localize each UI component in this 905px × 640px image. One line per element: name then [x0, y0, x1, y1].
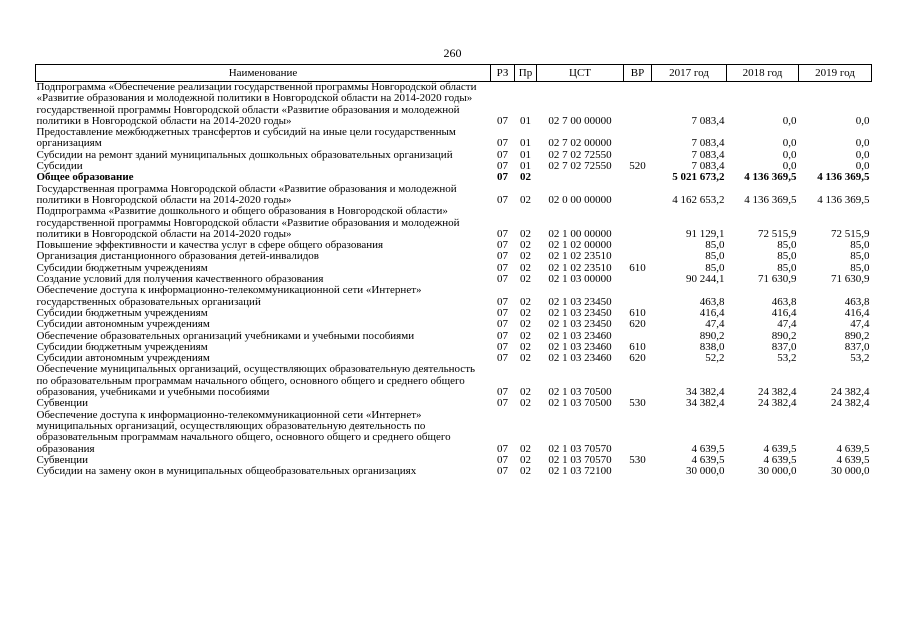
cell-2018: 24 382,4	[758, 386, 797, 399]
cell-rz: 07	[497, 352, 508, 365]
cell-cst: 02 1 03 72100	[548, 465, 612, 478]
cell-rz: 07	[497, 239, 508, 252]
cell-2017: 7 083,4	[691, 137, 725, 150]
cell-2017: 416,4	[699, 306, 725, 319]
cell-pr: 02	[520, 193, 531, 206]
cell-cst: 02 0 00 00000	[548, 193, 612, 206]
cell-name: Подпрограмма «Развитие дошкольного и общего образования в Новгородской области» государственной программы Новгородской области «Развитие образования и молодежной политики в Новгородской области на 2014-2020 годы»	[36, 205, 460, 240]
cell-vr	[624, 127, 652, 150]
cell-vr: 620	[629, 352, 646, 365]
cell-2017: 7 083,4	[691, 160, 725, 173]
table-row	[36, 127, 872, 150]
cell-vr: 620	[629, 318, 646, 331]
cell-cst: 02 7 00 00000	[548, 114, 612, 127]
cell-rz: 07	[497, 442, 508, 455]
cell-2019: 24 382,4	[831, 397, 870, 410]
table-row	[36, 364, 872, 398]
cell-cst: 02 1 02 00000	[548, 239, 612, 252]
cell-2019: 4 639,5	[836, 442, 870, 455]
cell-name: Субсидии бюджетным учреждениям	[36, 340, 208, 353]
cell-2019: 4 136 369,5	[817, 171, 870, 184]
header-2019: 2019 год	[799, 65, 872, 82]
cell-2017: 47,4	[705, 318, 725, 331]
cell-rz: 07	[497, 397, 508, 410]
cell-2017: 52,2	[705, 352, 725, 365]
cell-cst: 02 1 03 70500	[548, 397, 612, 410]
cell-cst: 02 1 03 23460	[548, 340, 612, 353]
cell-2018: 47,4	[777, 318, 797, 331]
table-row	[36, 206, 872, 240]
cell-name: Государственная программа Новгородской области «Развитие образования и молодежной политики в Новгородской области на 2014-2020 годы»	[36, 182, 457, 206]
cell-2017: 7 083,4	[691, 114, 725, 127]
cell-cst: 02 1 00 00000	[548, 227, 612, 240]
cell-pr: 02	[520, 352, 531, 365]
cell-pr: 02	[520, 340, 531, 353]
cell-name: Субсидии	[36, 160, 83, 173]
cell-rz: 07	[497, 273, 508, 286]
cell-cst: 02 1 03 00000	[548, 273, 612, 286]
cell-pr: 02	[520, 239, 531, 252]
cell-cst: 02 1 03 23450	[548, 295, 612, 308]
cell-2017: 85,0	[705, 261, 725, 274]
cell-name: Организация дистанционного образования детей-инвалидов	[36, 250, 319, 263]
cell-pr: 02	[520, 273, 531, 286]
cell-name: Субвенции	[36, 453, 89, 466]
cell-rz: 07	[497, 193, 508, 206]
cell-name: Субвенции	[36, 397, 89, 410]
cell-2017: 85,0	[705, 250, 725, 263]
header-cst: ЦСТ	[537, 65, 624, 82]
cell-name: Общее образование	[36, 171, 134, 184]
cell-2017: 4 639,5	[691, 453, 725, 466]
cell-2019: 837,0	[844, 340, 870, 353]
cell-2018: 85,0	[777, 239, 797, 252]
header-name: Наименование	[36, 65, 491, 82]
cell-2019: 0,0	[855, 148, 870, 161]
cell-2018: 4 136 369,5	[744, 171, 797, 184]
table-row	[36, 82, 872, 128]
cell-pr: 02	[520, 318, 531, 331]
cell-name: Субсидии на ремонт зданий муниципальных дошкольных образовательных организаций	[36, 148, 453, 161]
cell-2019: 47,4	[850, 318, 870, 331]
cell-cst: 02 1 02 23510	[548, 261, 612, 274]
cell-2018: 53,2	[777, 352, 797, 365]
cell-2018: 0,0	[782, 160, 797, 173]
cell-2019: 72 515,9	[831, 227, 870, 240]
cell-cst: 02 1 03 70500	[548, 386, 612, 399]
cell-pr: 02	[520, 261, 531, 274]
cell-cst: 02 1 02 23510	[548, 250, 612, 263]
cell-pr: 01	[520, 148, 531, 161]
cell-vr: 610	[629, 306, 646, 319]
cell-rz: 07	[497, 306, 508, 319]
cell-2017: 5 021 673,2	[672, 171, 725, 184]
cell-name: Создание условий для получения качественного образования	[36, 273, 324, 286]
cell-2019: 0,0	[855, 137, 870, 150]
table-row	[36, 150, 872, 161]
cell-vr	[624, 364, 652, 398]
cell-name: Субсидии автономным учреждениям	[36, 352, 210, 365]
cell-pr: 02	[520, 295, 531, 308]
cell-2019: 890,2	[844, 329, 870, 342]
cell-2019: 4 136 369,5	[817, 193, 870, 206]
cell-vr	[624, 410, 652, 455]
cell-2017: 90 244,1	[686, 273, 725, 286]
cell-rz: 07	[497, 250, 508, 263]
cell-rz: 07	[497, 329, 508, 342]
cell-2017: 7 083,4	[691, 148, 725, 161]
cell-pr: 02	[520, 171, 531, 184]
cell-rz: 07	[497, 227, 508, 240]
cell-rz: 07	[497, 295, 508, 308]
cell-vr	[624, 285, 652, 308]
cell-2017: 30 000,0	[686, 465, 725, 478]
cell-2019: 85,0	[850, 250, 870, 263]
cell-2018: 4 136 369,5	[744, 193, 797, 206]
cell-cst: 02 1 03 70570	[548, 453, 612, 466]
cell-2018: 72 515,9	[758, 227, 797, 240]
cell-vr: 520	[629, 160, 646, 173]
cell-pr: 01	[520, 114, 531, 127]
cell-name: Субсидии на замену окон в муниципальных общеобразовательных организациях	[36, 465, 417, 478]
cell-name: Предоставление межбюджетных трансфертов и субсидий на иные цели государственным организациям	[36, 126, 456, 150]
cell-vr	[624, 206, 652, 240]
cell-2017: 463,8	[699, 295, 725, 308]
cell-vr	[624, 466, 652, 477]
cell-pr: 02	[520, 386, 531, 399]
cell-2019: 24 382,4	[831, 386, 870, 399]
cell-name: Обеспечение доступа к информационно-телекоммуникационной сети «Интернет» муниципальных организаций, осуществляющих образовательную деятельность по образовательным программам начального общего, основного общего и среднего общего образования	[36, 408, 451, 455]
cell-2017: 91 129,1	[686, 227, 725, 240]
cell-rz: 07	[497, 340, 508, 353]
cell-2018: 71 630,9	[758, 273, 797, 286]
cell-2019: 416,4	[844, 306, 870, 319]
cell-2018: 85,0	[777, 261, 797, 274]
header-pr: Пр	[515, 65, 537, 82]
cell-name: Субсидии бюджетным учреждениям	[36, 261, 208, 274]
cell-rz: 07	[497, 318, 508, 331]
cell-vr: 530	[629, 397, 646, 410]
cell-vr	[624, 82, 652, 128]
cell-2018: 0,0	[782, 114, 797, 127]
cell-2017: 4 162 653,2	[672, 193, 725, 206]
cell-pr: 02	[520, 306, 531, 319]
cell-pr: 01	[520, 137, 531, 150]
cell-2018: 4 639,5	[763, 442, 797, 455]
cell-2019: 85,0	[850, 261, 870, 274]
table-row	[36, 466, 872, 477]
cell-2019: 71 630,9	[831, 273, 870, 286]
header-rz: РЗ	[491, 65, 515, 82]
cell-2018: 30 000,0	[758, 465, 797, 478]
cell-vr: 610	[629, 340, 646, 353]
cell-2019: 30 000,0	[831, 465, 870, 478]
cell-2019: 53,2	[850, 352, 870, 365]
cell-pr: 02	[520, 227, 531, 240]
cell-pr: 02	[520, 453, 531, 466]
table-header-row	[36, 65, 872, 82]
cell-2018: 0,0	[782, 137, 797, 150]
cell-2018: 24 382,4	[758, 397, 797, 410]
cell-2019: 463,8	[844, 295, 870, 308]
table-body	[36, 82, 872, 478]
cell-2017: 34 382,4	[686, 397, 725, 410]
cell-2017: 4 639,5	[691, 442, 725, 455]
table-row	[36, 410, 872, 455]
cell-name: Субсидии бюджетным учреждениям	[36, 306, 208, 319]
cell-rz: 07	[497, 160, 508, 173]
table-row	[36, 184, 872, 207]
cell-2017: 85,0	[705, 239, 725, 252]
cell-rz: 07	[497, 453, 508, 466]
table-row	[36, 172, 872, 183]
table-row	[36, 285, 872, 308]
cell-rz: 07	[497, 386, 508, 399]
cell-cst: 02 1 03 23460	[548, 352, 612, 365]
cell-name: Обеспечение муниципальных организаций, осуществляющих образовательную деятельность по образовательным программам начального общего, основного общего и среднего общего образования, учебниками и учебными пособиями	[36, 363, 476, 399]
cell-name: Подпрограмма «Обеспечение реализации государственной программы Новгородской области «Развитие образования и молодежной политики в Новгородской области на 2014-2020 годы» государственной программы Новгородской области «Развитие образования и молодежной политики в Новгородской области на 2014-2020 годы»	[36, 81, 477, 127]
cell-rz: 07	[497, 148, 508, 161]
cell-cst	[537, 172, 624, 183]
cell-pr: 02	[520, 442, 531, 455]
cell-2018: 890,2	[771, 329, 797, 342]
table-row	[36, 319, 872, 330]
cell-cst: 02 1 03 23460	[548, 329, 612, 342]
budget-table	[35, 64, 872, 477]
cell-2019: 0,0	[855, 160, 870, 173]
cell-2017: 838,0	[699, 340, 725, 353]
cell-rz: 07	[497, 114, 508, 127]
header-2018: 2018 год	[727, 65, 799, 82]
cell-2018: 4 639,5	[763, 453, 797, 466]
cell-rz: 07	[497, 261, 508, 274]
cell-vr: 530	[629, 453, 646, 466]
cell-vr: 610	[629, 261, 646, 274]
cell-name: Субсидии автономным учреждениям	[36, 318, 210, 331]
cell-2019: 0,0	[855, 114, 870, 127]
cell-cst: 02 1 03 23450	[548, 318, 612, 331]
page-number: 260	[443, 46, 462, 60]
cell-name: Повышение эффективности и качества услуг в сфере общего образования	[36, 239, 384, 252]
cell-2019: 4 639,5	[836, 453, 870, 466]
cell-rz: 07	[497, 137, 508, 150]
cell-pr: 02	[520, 250, 531, 263]
cell-2017: 34 382,4	[686, 386, 725, 399]
cell-cst: 02 7 02 72550	[548, 148, 612, 161]
cell-cst: 02 1 03 70570	[548, 442, 612, 455]
cell-vr	[624, 240, 652, 251]
cell-2018: 416,4	[771, 306, 797, 319]
cell-pr: 02	[520, 329, 531, 342]
cell-vr	[624, 184, 652, 207]
cell-cst: 02 7 02 00000	[548, 137, 612, 150]
cell-vr	[624, 274, 652, 285]
cell-2018: 0,0	[782, 148, 797, 161]
cell-2019: 85,0	[850, 239, 870, 252]
cell-2018: 85,0	[777, 250, 797, 263]
cell-cst: 02 1 03 23450	[548, 306, 612, 319]
cell-2018: 463,8	[771, 295, 797, 308]
cell-name: Обеспечение образовательных организаций учебниками и учебными пособиями	[36, 329, 415, 342]
cell-vr	[624, 172, 652, 183]
cell-pr: 01	[520, 160, 531, 173]
cell-2018: 837,0	[771, 340, 797, 353]
header-vr: ВР	[624, 65, 652, 82]
cell-pr: 02	[520, 397, 531, 410]
cell-cst: 02 7 02 72550	[548, 160, 612, 173]
header-2017: 2017 год	[652, 65, 727, 82]
cell-name: Обеспечение доступа к информационно-телекоммуникационной сети «Интернет» государственных образовательных организаций	[36, 284, 422, 308]
cell-rz: 07	[497, 465, 508, 478]
cell-rz: 07	[497, 171, 508, 184]
table-row	[36, 398, 872, 409]
cell-2017: 890,2	[699, 329, 725, 342]
cell-pr: 02	[520, 465, 531, 478]
